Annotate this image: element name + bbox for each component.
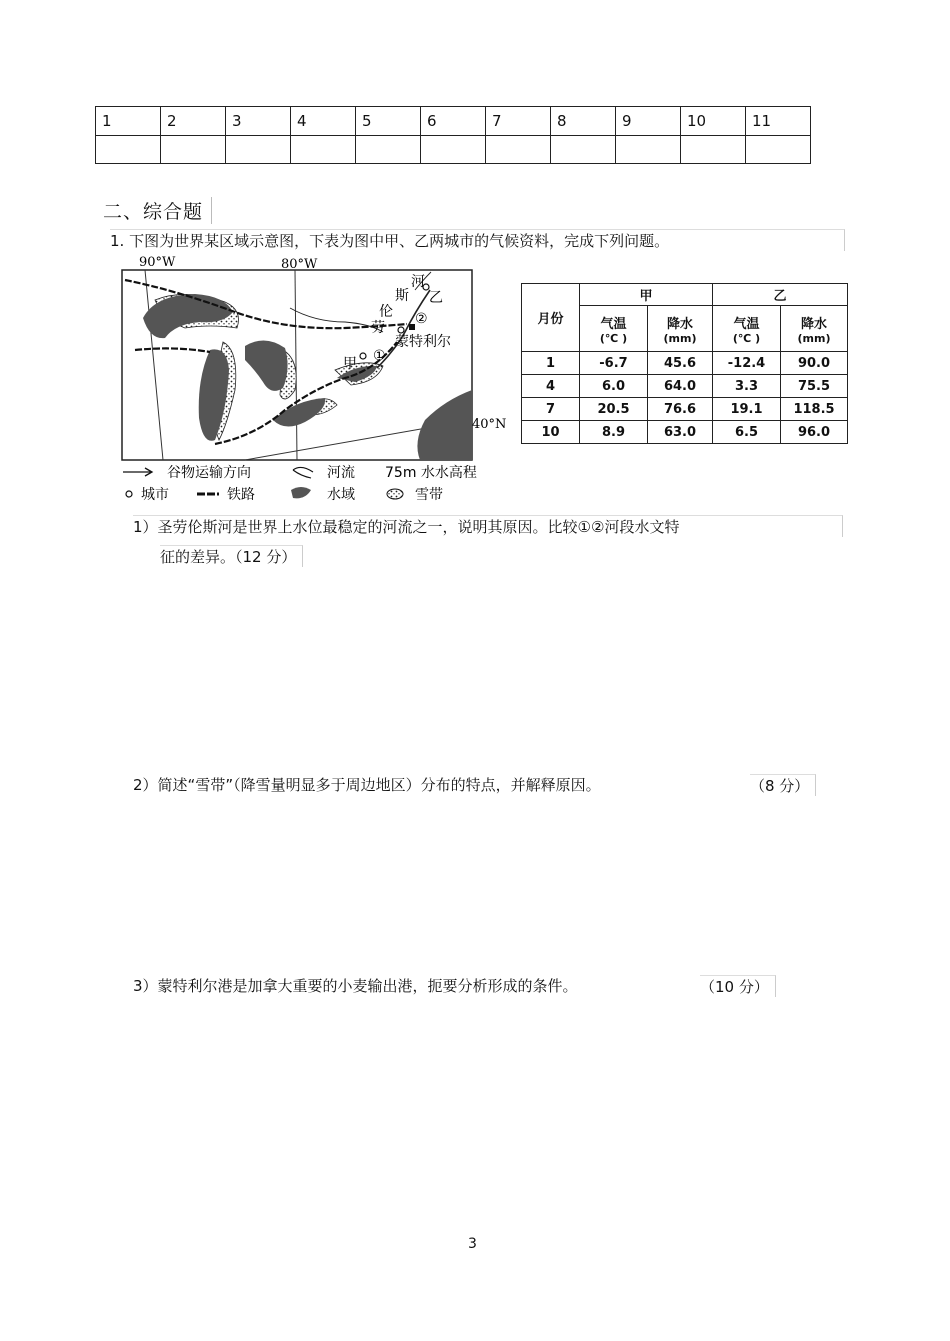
answer-number: 6 [421, 107, 486, 136]
table-row [522, 352, 848, 375]
lake-huron [245, 340, 288, 390]
answer-number: 9 [616, 107, 681, 136]
month-cell: 10 [522, 421, 580, 444]
montreal-label: 蒙特利尔 [395, 334, 451, 350]
answer-cell[interactable] [421, 136, 486, 164]
river-label-char: 斯 [395, 288, 409, 304]
lon-90w-label: 90°W [139, 255, 176, 270]
answer-number: 11 [746, 107, 811, 136]
city-b-header: 乙 [713, 284, 848, 306]
railway [135, 348, 210, 352]
value-cell: 45.6 [648, 352, 713, 375]
answer-grid [95, 106, 811, 164]
subquestion-2-score: （8 分） [750, 774, 816, 796]
answer-area-2[interactable] [160, 802, 840, 962]
value-cell: 20.5 [580, 398, 648, 421]
subquestion-3-score: （10 分） [700, 975, 776, 997]
value-cell: 8.9 [580, 421, 648, 444]
value-cell: 118.5 [781, 398, 848, 421]
month-cell: 1 [522, 352, 580, 375]
page-number: 3 [468, 1236, 477, 1252]
city-jia-marker [360, 353, 366, 359]
legend-river: 河流 [327, 465, 355, 481]
table-row [522, 398, 848, 421]
value-cell: 96.0 [781, 421, 848, 444]
river-label-char: 河 [411, 274, 425, 290]
temp-header: 气温 (℃ ) [713, 306, 781, 352]
lat-40n-label: 40°N [472, 417, 507, 432]
city-montreal-marker [398, 327, 404, 333]
answer-cell[interactable] [226, 136, 291, 164]
value-cell: 75.5 [781, 375, 848, 398]
river-label-char: 劳 [371, 320, 385, 336]
answer-area-3[interactable] [160, 1003, 840, 1213]
value-cell: 19.1 [713, 398, 781, 421]
value-cell: 64.0 [648, 375, 713, 398]
answer-cell[interactable] [356, 136, 421, 164]
subquestion-1-line-1: 1）圣劳伦斯河是世界上水位最稳定的河流之一，说明其原因。比较①②河段水文特 [133, 515, 843, 537]
answer-number: 1 [96, 107, 161, 136]
legend-rail: 铁路 [227, 487, 255, 502]
climate-table [521, 283, 848, 444]
section-title: 二、综合题 [103, 197, 212, 224]
answer-cell[interactable] [616, 136, 681, 164]
railway [215, 342, 397, 444]
answer-number: 8 [551, 107, 616, 136]
month-cell: 7 [522, 398, 580, 421]
legend-city: 城市 [141, 487, 169, 502]
legend-water: 水域 [327, 487, 355, 502]
marker-1: ① [373, 348, 386, 364]
city-a-header: 甲 [580, 284, 713, 306]
answer-cell[interactable] [681, 136, 746, 164]
table-row [522, 375, 848, 398]
answer-number: 10 [681, 107, 746, 136]
month-cell: 4 [522, 375, 580, 398]
value-cell: 6.5 [713, 421, 781, 444]
answer-cell[interactable] [551, 136, 616, 164]
answer-cell[interactable] [486, 136, 551, 164]
answer-number: 4 [291, 107, 356, 136]
precip-header: 降水 (mm) [781, 306, 848, 352]
value-cell: 90.0 [781, 352, 848, 375]
meridian-80w [295, 270, 297, 460]
marker-2: ② [415, 311, 428, 327]
subquestion-3: 3）蒙特利尔港是加拿大重要的小麦输出港，扼要分析形成的条件。 [133, 977, 578, 995]
legend-river-icon [293, 467, 313, 478]
answer-number: 7 [486, 107, 551, 136]
answer-cell[interactable] [291, 136, 356, 164]
answer-number: 3 [226, 107, 291, 136]
precip-header: 降水 (mm) [648, 306, 713, 352]
value-cell: -12.4 [713, 352, 781, 375]
river-label-char: 伦 [379, 304, 393, 320]
legend-elevation: 75m 水水高程 [385, 465, 477, 481]
legend-water-icon [291, 487, 311, 498]
value-cell: 6.0 [580, 375, 648, 398]
answer-number: 5 [356, 107, 421, 136]
answer-number: 2 [161, 107, 226, 136]
legend-grain: 谷物运输方向 [167, 465, 251, 481]
legend-snow-icon [387, 489, 403, 499]
table-row [522, 421, 848, 444]
subquestion-2: 2）简述“雪带”（降雪量明显多于周边地区）分布的特点，并解释原因。 [133, 776, 601, 794]
value-cell: 63.0 [648, 421, 713, 444]
month-header: 月份 [522, 284, 580, 352]
question-intro: 1. 下图为世界某区域示意图，下表为图中甲、乙两城市的气候资料，完成下列问题。 [110, 229, 845, 251]
answer-cell[interactable] [96, 136, 161, 164]
city-jia-label: 甲 [343, 356, 357, 372]
legend-city-icon [126, 491, 132, 497]
answer-cell[interactable] [746, 136, 811, 164]
value-cell: -6.7 [580, 352, 648, 375]
map-legend [123, 464, 477, 502]
city-yi-label: 乙 [429, 290, 443, 306]
answer-cell[interactable] [161, 136, 226, 164]
lon-80w-label: 80°W [281, 257, 318, 272]
legend-snow: 雪带 [415, 487, 443, 502]
subquestion-1-line-2: 征的差异。（12 分） [160, 545, 303, 567]
answer-area-1[interactable] [160, 572, 840, 762]
ocean [417, 390, 472, 460]
value-cell: 76.6 [648, 398, 713, 421]
region-map [115, 250, 510, 502]
temp-header: 气温 (℃ ) [580, 306, 648, 352]
value-cell: 3.3 [713, 375, 781, 398]
